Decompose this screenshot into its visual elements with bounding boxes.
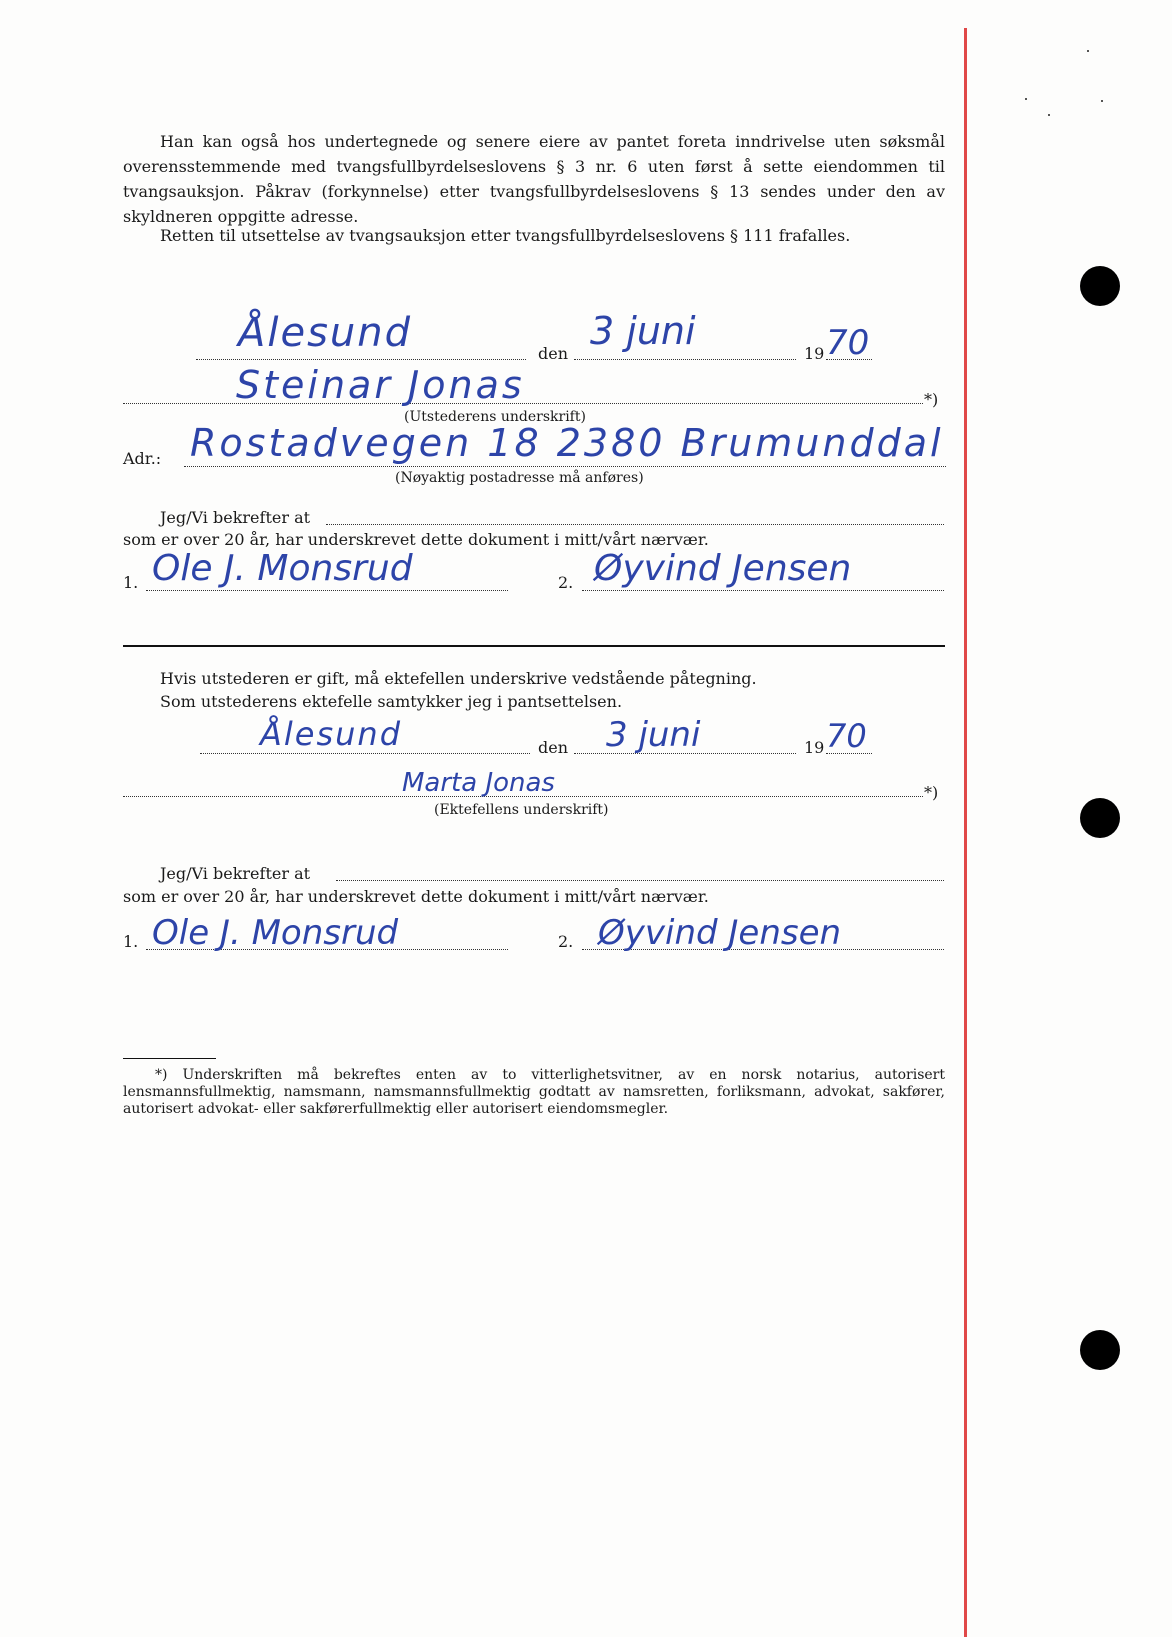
scan-speck [1025, 98, 1027, 100]
witness-confirm-label-2: Jeg/Vi bekrefter at [160, 864, 311, 883]
section-divider [123, 645, 945, 647]
address-label: Adr.: [123, 449, 162, 468]
spouse-year-handwritten: 70 [826, 717, 867, 755]
spouse-instruction: Hvis utstederen er gift, må ektefellen underskrive vedstående påtegning. [160, 669, 757, 688]
den-label: den [538, 344, 569, 363]
witness-confirm-line-2 [336, 880, 944, 881]
issuer-place-handwritten: Ålesund [238, 310, 413, 356]
witness-confirm-line [326, 524, 944, 525]
spouse-signature-label: (Ektefellens underskrift) [434, 802, 609, 818]
issuer-signature: Steinar Jonas [236, 363, 525, 407]
intro-paragraph-2: Retten til utsettelse av tvangsauksjon etter tvangsfullbyrdelseslovens § 111 frafalles. [160, 226, 851, 245]
witness2-2-signature: Øyvind Jensen [598, 913, 842, 953]
scan-speck [1048, 114, 1050, 116]
witness-2-line [582, 590, 944, 591]
intro-paragraph-text: Han kan også hos undertegnede og senere eiere av pantet foreta inndrivelse uten søksmål overensstemmende med tvangsfullbyrdelseslovens § 3 nr. 6 uten først å sette eiendommen til tvangsauksjon. Påkrav (forkynnelse) etter tvangsfullbyrdelseslovens § 13 sendes under den av skyldneren oppgitte adresse. [123, 132, 945, 226]
address-note: (Nøyaktig postadresse må anføres) [395, 470, 644, 486]
witness-statement-2: som er over 20 år, har underskrevet dette dokument i mitt/vårt nærvær. [123, 887, 709, 906]
spouse-consent: Som utstederens ektefelle samtykker jeg i pantsettelsen. [160, 692, 623, 711]
witness-1-signature: Ole J. Monsrud [152, 548, 413, 589]
footnote [123, 1067, 945, 1118]
footnote-rule [123, 1058, 216, 1059]
scan-speck [1101, 100, 1103, 102]
place-line [196, 359, 526, 360]
witness-statement: som er over 20 år, har underskrevet dette dokument i mitt/vårt nærvær. [123, 530, 709, 549]
spouse-signature: Marta Jonas [402, 768, 555, 798]
spouse-asterisk-note: *) [924, 783, 939, 802]
spouse-year-prefix: 19 [804, 738, 825, 757]
spouse-den-label: den [538, 738, 569, 757]
witness2-number-2: 2. [558, 932, 574, 951]
spouse-date-handwritten: 3 juni [606, 715, 701, 755]
witness2-1-signature: Ole J. Monsrud [152, 913, 399, 953]
footnote-text: *) Underskriften må bekreftes enten av to vitterlighetsvitner, av en norsk notarius, autorisert lensmannsfullmektig, namsmann, namsmannsfullmektig godtatt av namsretten, forliksmann, advokat, sakfører, autorisert advokat- eller sakførerfullmektig eller autorisert eiendomsmegler. [123, 1067, 945, 1117]
red-margin-line [964, 28, 967, 1637]
issuer-date-handwritten: 3 juni [590, 309, 696, 353]
issuer-address-handwritten: Rostadvegen 18 2380 Brumunddal [190, 421, 944, 465]
year-prefix: 19 [804, 344, 825, 363]
spouse-place-handwritten: Ålesund [260, 715, 403, 753]
punch-hole-top [1080, 266, 1120, 306]
witness-number-2: 2. [558, 573, 574, 592]
issuer-signature-label: (Utstederens underskrift) [404, 409, 586, 425]
punch-hole-bottom [1080, 1330, 1120, 1370]
issuer-year-handwritten: 70 [826, 323, 870, 363]
spouse-place-line [200, 753, 530, 754]
scan-speck [1087, 50, 1089, 52]
witness2-number-1: 1. [123, 932, 139, 951]
date-line [574, 359, 796, 360]
witness-confirm-label: Jeg/Vi bekrefter at [160, 508, 311, 527]
intro-paragraph [123, 129, 945, 229]
witness-number-1: 1. [123, 573, 139, 592]
address-line [184, 466, 946, 467]
witness-1-line [146, 590, 508, 591]
witness-2-signature: Øyvind Jensen [594, 548, 852, 589]
punch-hole-middle [1080, 798, 1120, 838]
asterisk-note: *) [924, 390, 939, 409]
